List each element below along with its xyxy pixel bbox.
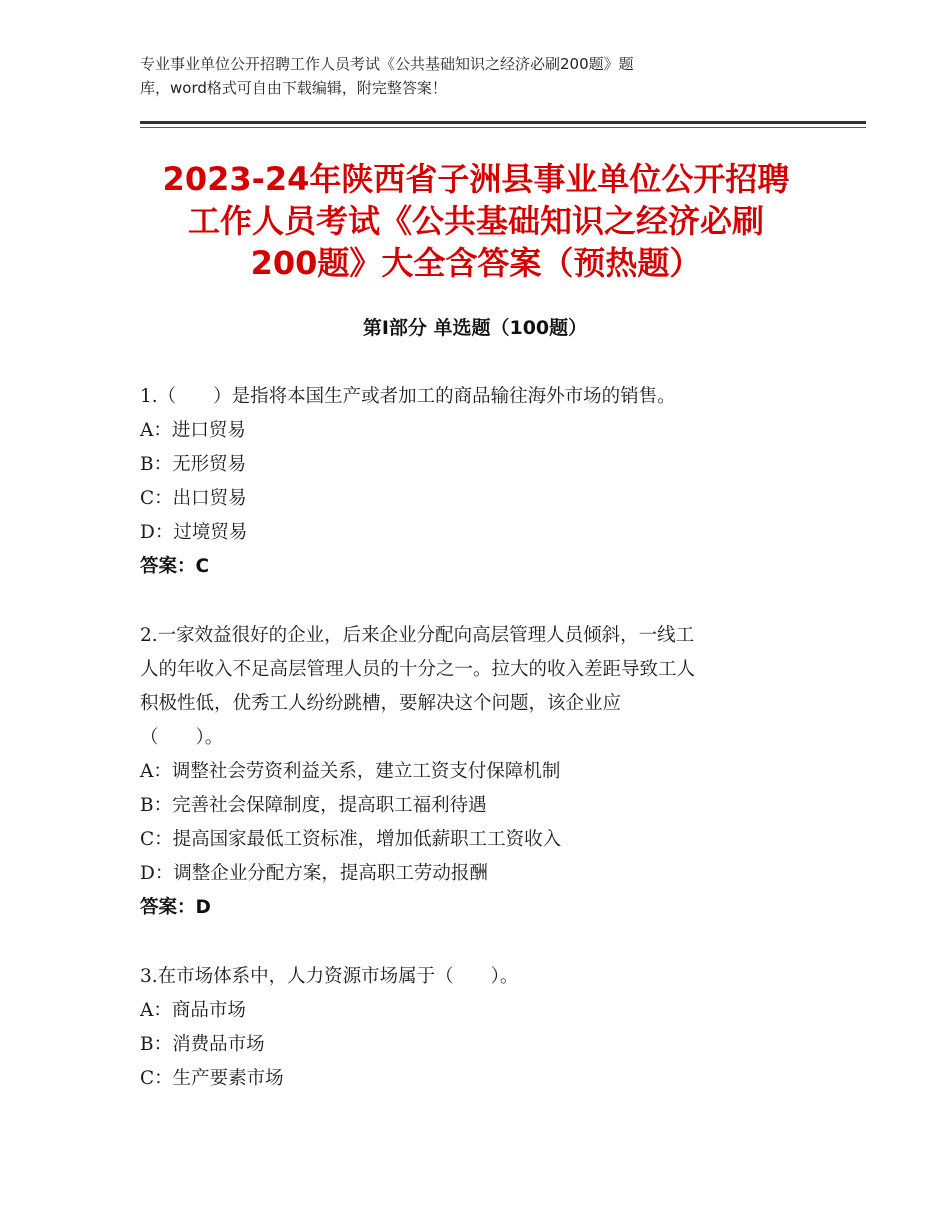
answer-1: 答案：C [140,556,210,577]
question-stem: 1.（ ）是指将本国生产或者加工的商品输往海外市场的销售。 [140,386,676,407]
option-d: D：过境贸易 [140,522,248,543]
option-a: A：进口贸易 [140,420,246,441]
question-stem-line: 人的年收入不足高层管理人员的十分之一。拉大的收入差距导致工人 [140,659,696,680]
question-2 [140,619,820,891]
section-heading: 第Ⅰ部分 单选题（100题） [362,317,588,339]
header-divider-thick [140,121,866,124]
header-note-line-1: 专业事业单位公开招聘工作人员考试《公共基础知识之经济必刷200题》题 [140,55,634,73]
document-title-line-3: 200题》大全含答案（预热题） [250,244,702,282]
answer-2: 答案：D [140,897,211,918]
question-stem-line: （ ）。 [140,727,224,748]
question-stem: 3.在市场体系中，人力资源市场属于（ ）。 [140,966,519,987]
option-c: C：出口贸易 [140,488,247,509]
option-d: D：调整企业分配方案，提高职工劳动报酬 [140,863,488,884]
question-stem-line: 2.一家效益很好的企业，后来企业分配向高层管理人员倾斜，一线工 [140,625,695,646]
header-divider-thin [140,127,866,128]
document-title-line-1: 2023-24年陕西省子洲县事业单位公开招聘 [162,160,790,198]
header-note-line-2: 库，word格式可自由下载编辑，附完整答案！ [140,79,447,97]
option-c: C：提高国家最低工资标准，增加低薪职工工资收入 [140,829,562,850]
header-note [140,52,780,100]
option-a: A：商品市场 [140,1000,246,1021]
option-b: B：无形贸易 [140,454,247,475]
question-1 [140,380,820,550]
option-a: A：调整社会劳资利益关系，建立工资支付保障机制 [140,761,561,782]
option-b: B：消费品市场 [140,1034,265,1055]
option-c: C：生产要素市场 [140,1068,284,1089]
document-title [120,158,832,284]
question-stem-line: 积极性低，优秀工人纷纷跳槽，要解决这个问题，该企业应 [140,693,622,714]
question-3 [140,960,820,1096]
option-b: B：完善社会保障制度，提高职工福利待遇 [140,795,487,816]
document-title-line-2: 工作人员考试《公共基础知识之经济必刷 [187,202,764,240]
